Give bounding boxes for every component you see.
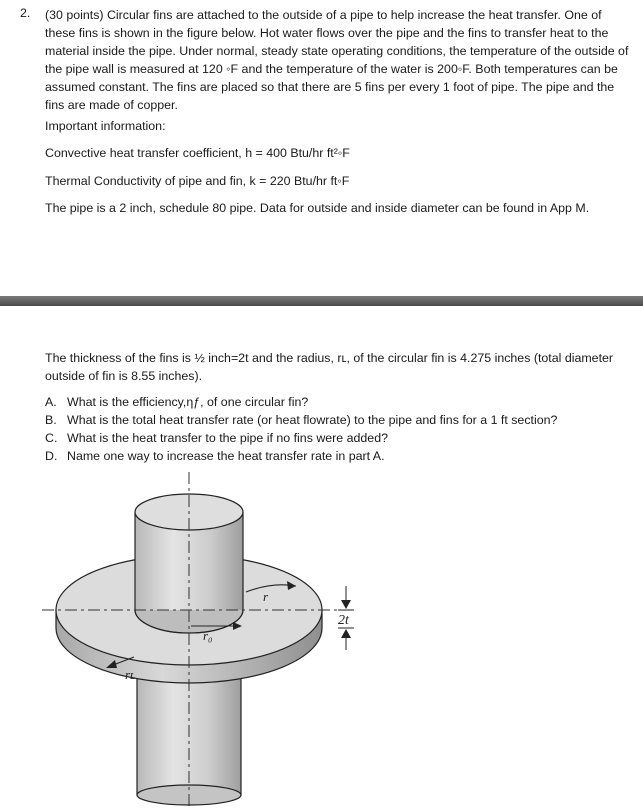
subquestion-c: C. What is the heat transfer to the pipe if no fins were added?: [45, 431, 388, 445]
subquestion-list: [45, 393, 635, 465]
label-r: r: [263, 589, 269, 604]
subquestion-b: B. What is the total heat transfer rate (or heat flowrate) to the pipe and fins for a 1 ft section?: [45, 413, 558, 427]
info-pipe-spec: The pipe is a 2 inch, schedule 80 pipe. Data for outside and inside diameter can be found in App M.: [45, 201, 590, 215]
label-2t: 2t: [338, 613, 349, 628]
info-h-coefficient: Convective heat transfer coefficient, h = 400 Btu/hr ft²◦F: [45, 146, 350, 160]
info-heading: Important information:: [45, 119, 166, 133]
fin-figure: [0, 460, 643, 811]
info-k-conductivity: Thermal Conductivity of pipe and fin, k = 220 Btu/hr ft◦F: [45, 174, 350, 188]
label-r0: r₀: [203, 628, 213, 643]
question-number: 2.: [20, 6, 31, 20]
label-rL: rʟ: [125, 667, 136, 682]
fin-dimensions-text: The thickness of the fins is ½ inch=2t and the radius, rʟ, of the circular fin is 4.275 inches (total diameter outside of fin is 8.55 inches).: [45, 351, 614, 383]
subquestion-a: A. What is the efficiency,ηƒ, of one circular fin?: [45, 395, 309, 409]
subquestion-d: D. Name one way to increase the heat transfer rate in part A.: [45, 449, 385, 463]
question-text: (30 points) Circular fins are attached to the outside of a pipe to help increase the heat transfer. One of these fins is shown in the figure below. Hot water flows over the pipe and the fins to transfer heat to the material inside the pipe. Under normal, steady state operating conditions, the temperature of the outside of the pipe wall is measured at 120 ◦F and the temperature of the water is 200◦F. Both temperatures can be assumed constant. The fins are placed so that there are 5 fins per every 1 foot of pipe. The pipe and the fins are made of copper.: [45, 8, 629, 112]
page-divider: [0, 296, 643, 306]
